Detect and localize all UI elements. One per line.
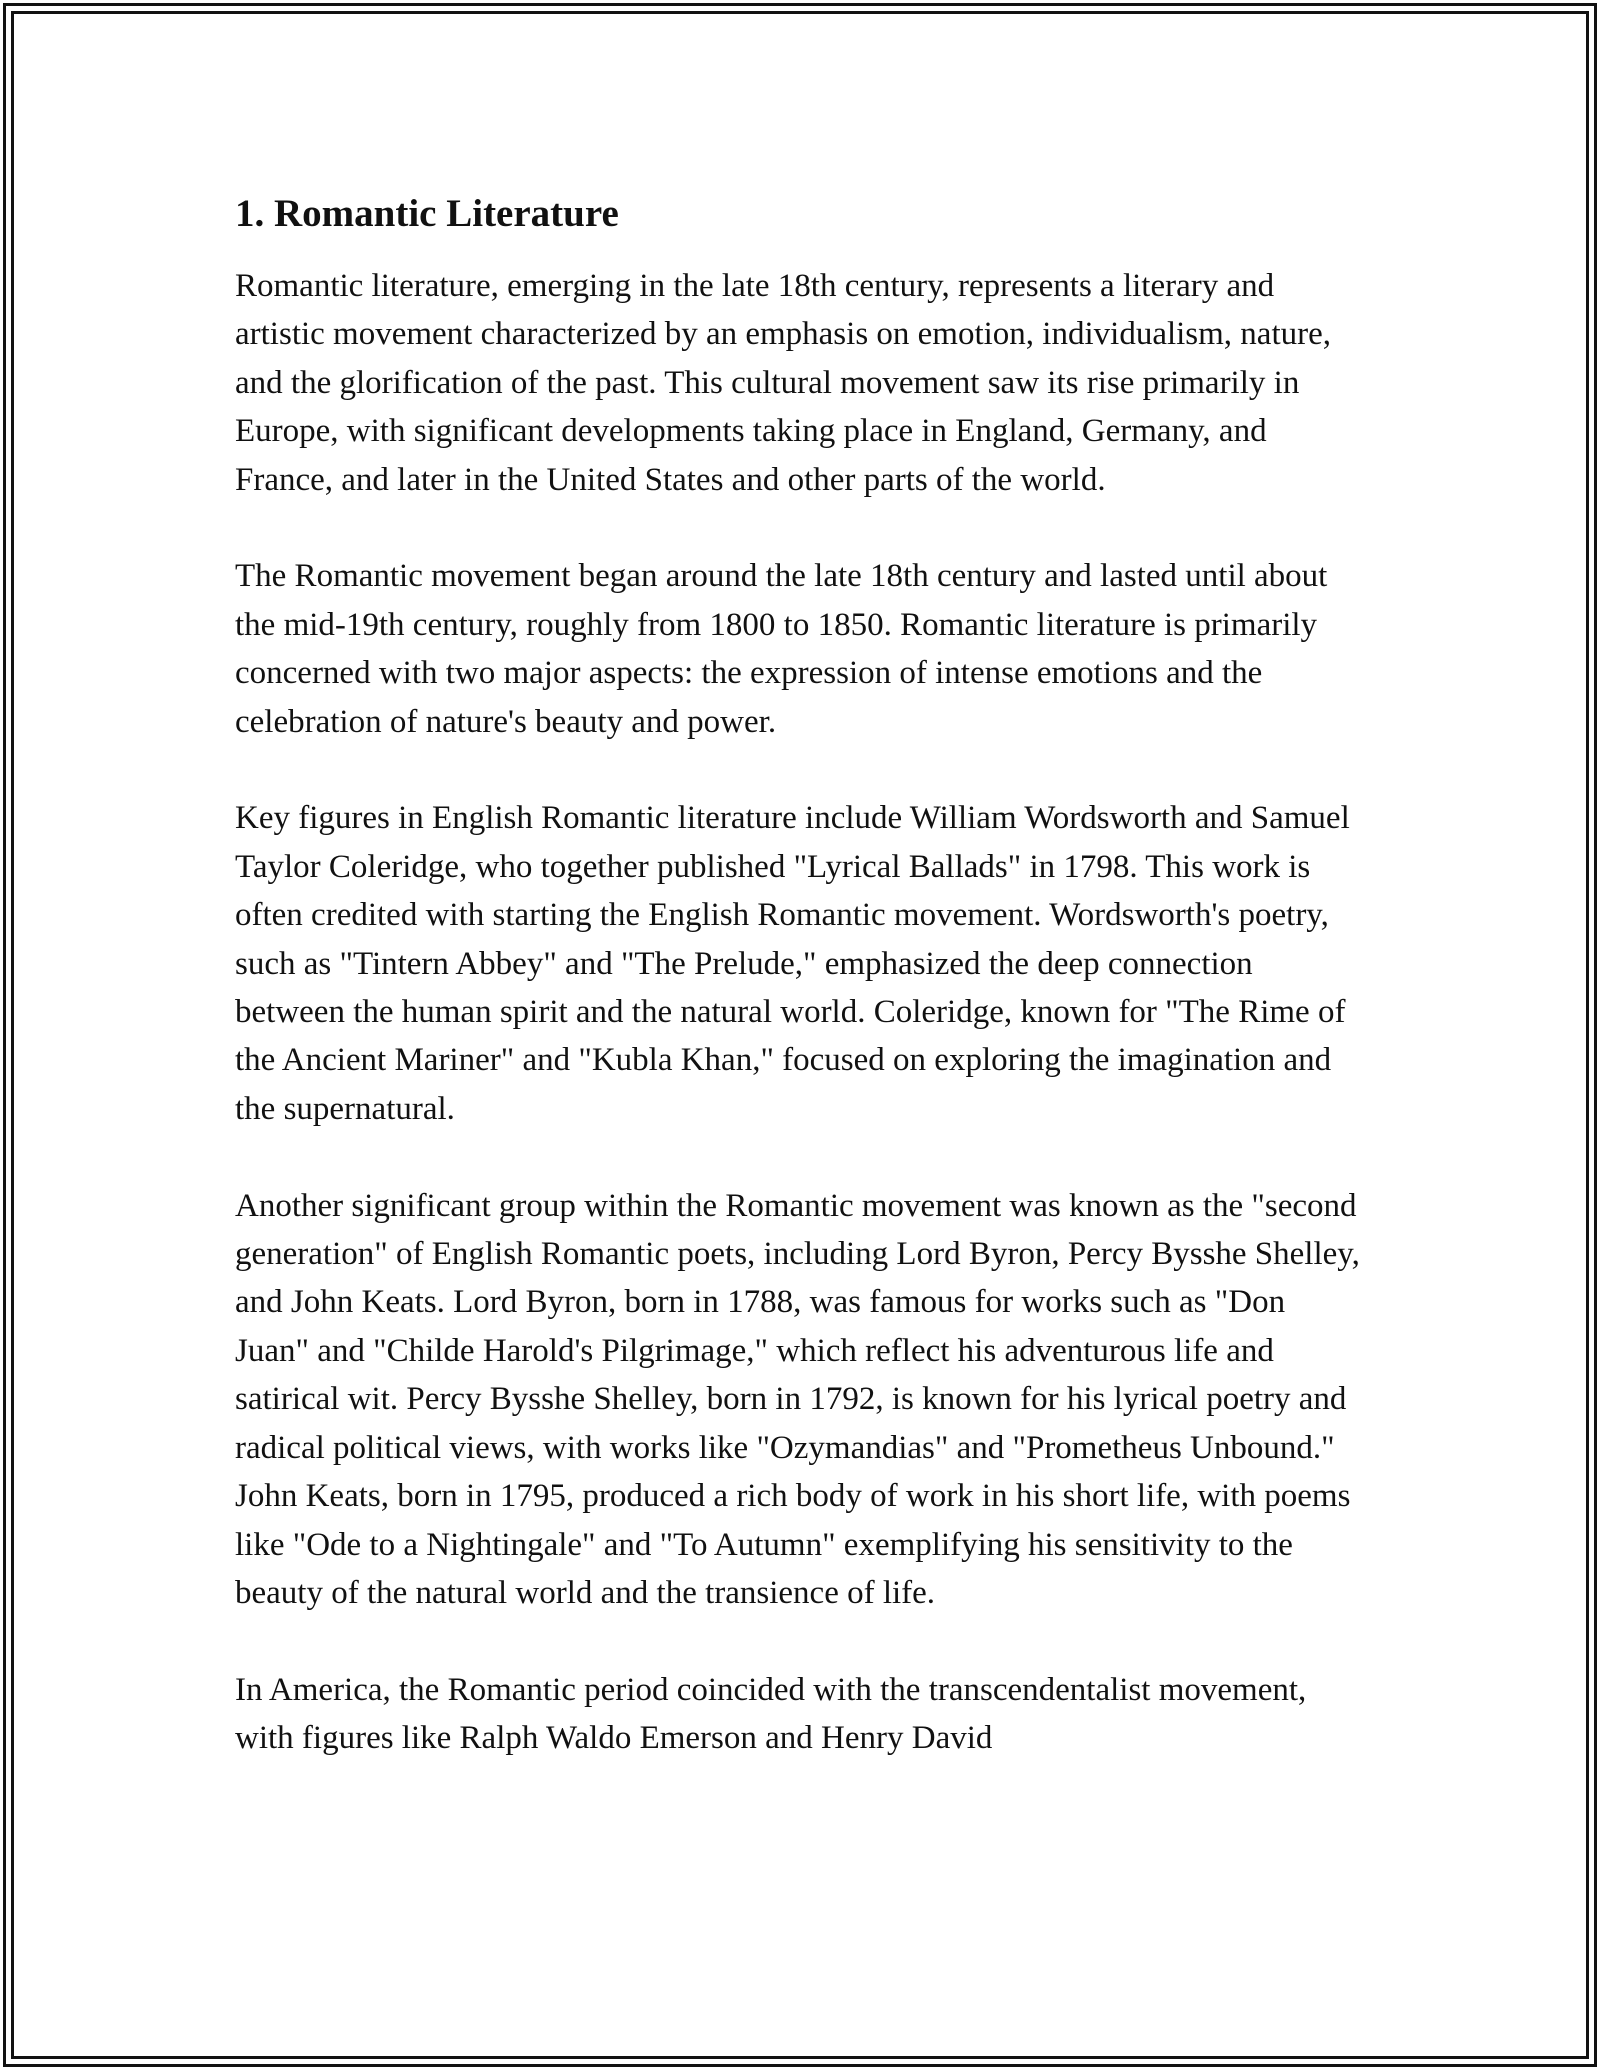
paragraph-key-figures: Key figures in English Romantic literature include William Wordsworth and Samuel Taylor Coleridge, who together published "Lyrical Ballads" in 1798. This work is often credited with starting the English Romantic movement. Wordsworth's poetry, such as "Tintern Abbey" and "The Prelude," emphasized the deep connection between the human spirit and the natural world. Coleridge, known for "The Rime of the Ancient Mariner" and "Kubla Khan," focused on exploring the imagination and the supernatural. <box>235 800 1350 1127</box>
section-heading: 1. Romantic Literature <box>235 192 619 235</box>
paragraph-america: In America, the Romantic period coincided with the transcendentalist movement, with figures like Ralph Waldo Emerson and Henry David <box>235 1671 1307 1757</box>
paragraph-second-generation: Another significant group within the Romantic movement was known as the "second generation" of English Romantic poets, including Lord Byron, Percy Bysshe Shelley, and John Keats. Lord Byron, born in 1788, was famous for works such as "Don Juan" and "Childe Harold's Pilgrimage," which reflect his adventurous life and satirical wit. Percy Bysshe Shelley, born in 1792, is known for his lyrical poetry and radical political views, with works like "Ozymandias" and "Prometheus Unbound." John Keats, born in 1795, produced a rich body of work in his short life, with poems like "Ode to a Nightingale" and "To Autumn" exemplifying his sensitivity to the beauty of the natural world and the transience of life. <box>235 1187 1360 1611</box>
paragraph-timeline: The Romantic movement began around the late 18th century and lasted until about the mid-19th century, roughly from 1800 to 1850. Romantic literature is primarily concerned with two major aspects: the expression of intense emotions and the celebration of nature's beauty and power. <box>235 558 1328 740</box>
document-body <box>235 188 1365 1763</box>
paragraph-introduction: Romantic literature, emerging in the late 18th century, represents a literary and artistic movement characterized by an emphasis on emotion, individualism, nature, and the glorification of the past. This cultural movement saw its rise primarily in Europe, with significant developments taking place in England, Germany, and France, and later in the United States and other parts of the world. <box>235 268 1332 498</box>
